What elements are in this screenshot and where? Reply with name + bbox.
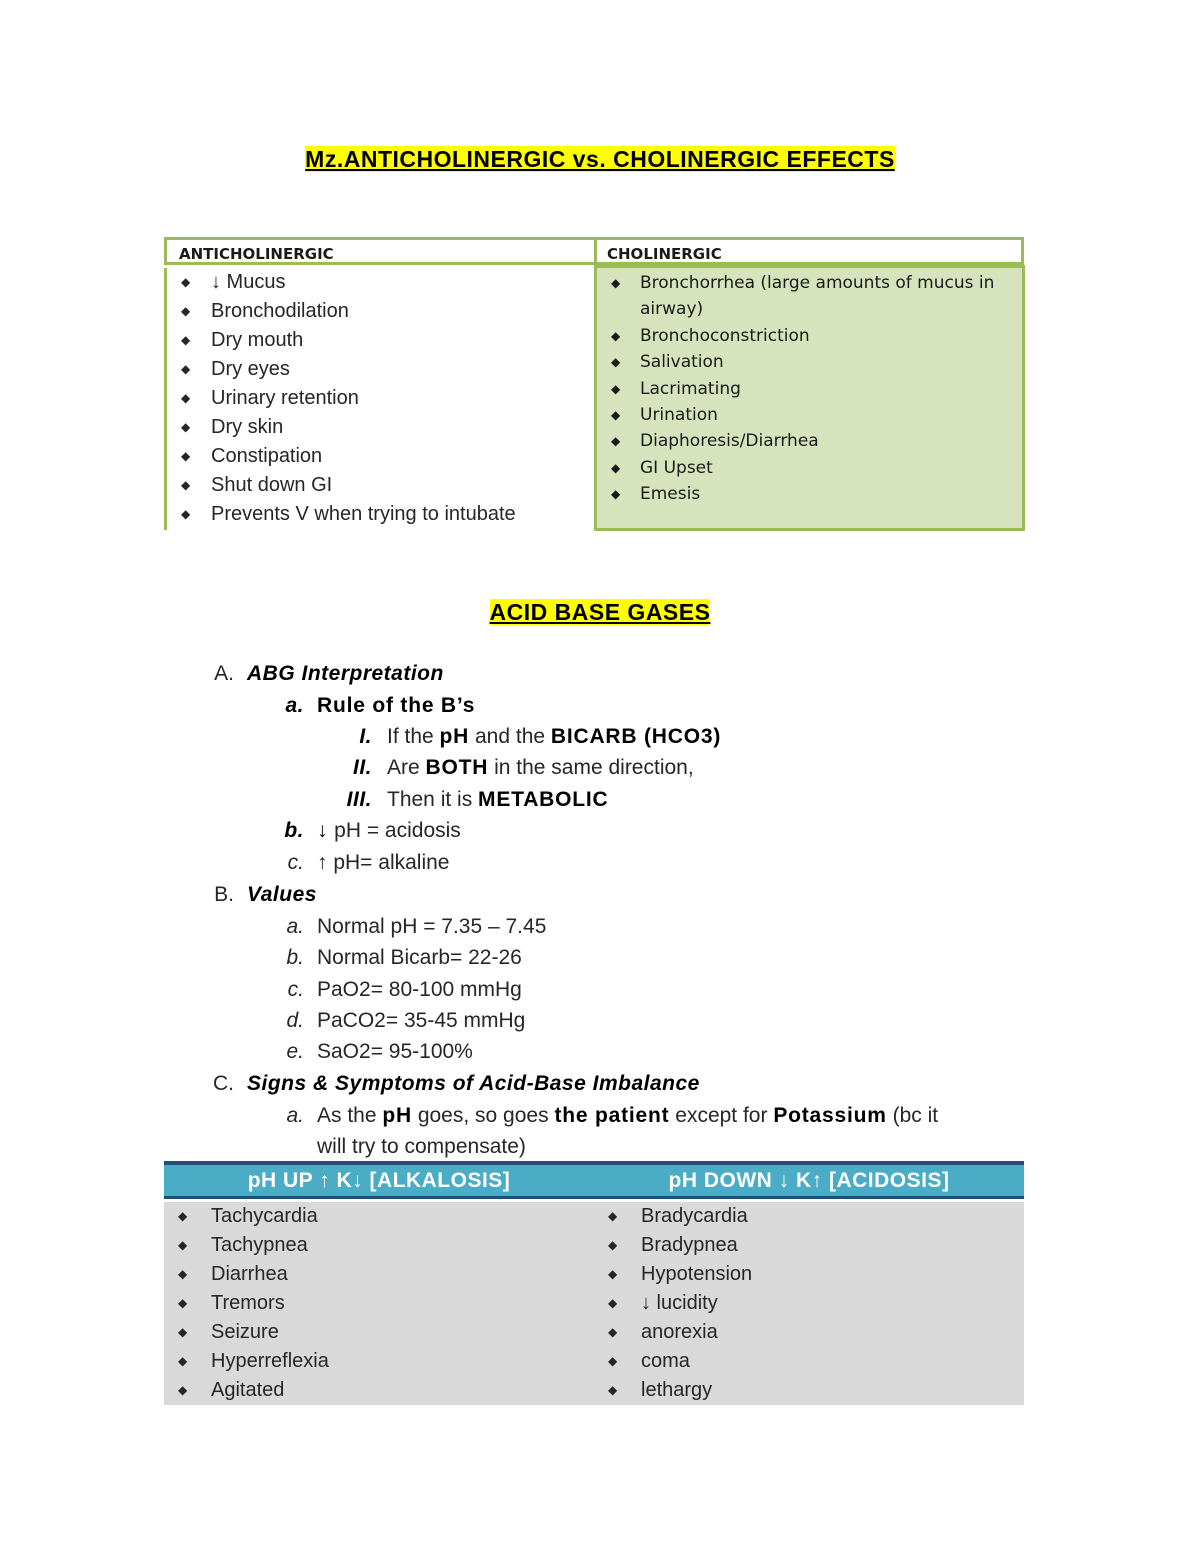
list-item: ◆ Urination <box>603 402 1015 428</box>
alkalosis-header: pH UP ↑ K↓ [ALKALOSIS] <box>247 1169 511 1192</box>
anticholinergic-header: ANTICHOLINERGIC <box>164 237 594 265</box>
imbalance-table-body <box>164 1202 1024 1405</box>
alkalosis-list <box>170 1202 329 1405</box>
outline-item-b-b: b. Normal Bicarb= 22-26 <box>286 946 522 969</box>
list-item: ◆ Bronchoconstriction <box>603 323 1015 349</box>
list-item: ◆ Constipation <box>173 442 516 471</box>
anticholinergic-list <box>173 268 516 529</box>
section-title: ACID BASE GASES <box>489 599 711 625</box>
list-item: ◆ Diaphoresis/Diarrhea <box>603 428 1015 454</box>
outline-item-b-a: a. Normal pH = 7.35 – 7.45 <box>286 915 547 938</box>
bullet-icon: ◆ <box>178 1296 188 1310</box>
outline-item-a-a-iii: III. Then it is METABOLIC <box>346 788 609 811</box>
list-item: ◆ Bradycardia <box>600 1202 752 1231</box>
bullet-icon: ◆ <box>181 391 191 405</box>
bullet-icon: ◆ <box>608 1238 618 1252</box>
bullet-icon: ◆ <box>611 460 621 475</box>
list-item: ◆ Salivation <box>603 349 1015 375</box>
bullet-icon: ◆ <box>181 507 191 521</box>
bullet-icon: ◆ <box>608 1325 618 1339</box>
bullet-icon: ◆ <box>608 1383 618 1397</box>
bullet-icon: ◆ <box>178 1267 188 1281</box>
bullet-icon: ◆ <box>611 276 621 290</box>
outline-item-b-d: d. PaCO2= 35-45 mmHg <box>286 1009 526 1032</box>
bullet-icon: ◆ <box>608 1267 618 1281</box>
list-item: ◆ Lacrimating <box>603 376 1015 402</box>
bullet-icon: ◆ <box>181 304 191 318</box>
outline-item-a-c: c. ↑ pH= alkaline <box>287 851 450 874</box>
list-item: ◆ lethargy <box>600 1376 752 1405</box>
list-item: ◆ Bronchorrhea (large amounts of mucus in airway) <box>603 270 1015 323</box>
bullet-icon: ◆ <box>178 1325 188 1339</box>
bullet-icon: ◆ <box>181 449 191 463</box>
list-item: ◆ Dry mouth <box>173 326 516 355</box>
down-arrow-icon: ↓ <box>317 819 329 842</box>
outline-item-b-c: c. PaO2= 80-100 mmHg <box>287 978 522 1001</box>
bullet-icon: ◆ <box>608 1209 618 1223</box>
list-item: ◆ Dry eyes <box>173 355 516 384</box>
list-item: ◆ Diarrhea <box>170 1260 329 1289</box>
outline-item-a: A. ABG Interpretation <box>214 662 444 685</box>
outline-item-b-e: e. SaO2= 95-100% <box>286 1040 473 1063</box>
bullet-icon: ◆ <box>611 355 621 370</box>
outline-item-c-a: a. As the pH goes, so goes the patient except for Potassium (bc it <box>286 1104 939 1127</box>
outline-item-b: B. Values <box>214 883 317 906</box>
list-item: ◆ Bronchodilation <box>173 297 516 326</box>
list-item: ◆ Tachypnea <box>170 1231 329 1260</box>
list-item: ◆ Emesis <box>603 481 1015 507</box>
list-item: ◆ Shut down GI <box>173 471 516 500</box>
list-item: ◆ Hypotension <box>600 1260 752 1289</box>
bullet-icon: ◆ <box>181 362 191 376</box>
list-item: ◆ GI Upset <box>603 455 1015 481</box>
outline-item-a-b: b. ↓ pH = acidosis <box>284 819 461 842</box>
bullet-icon: ◆ <box>178 1383 188 1397</box>
outline-item-a-a-ii: II. Are BOTH in the same direction, <box>352 756 694 779</box>
list-item: ◆ Tremors <box>170 1289 329 1318</box>
list-item: ◆ Agitated <box>170 1376 329 1405</box>
bullet-icon: ◆ <box>181 420 191 434</box>
bullet-icon: ◆ <box>611 408 621 423</box>
list-item: ◆ ↓ lucidity <box>600 1289 752 1318</box>
acidosis-list <box>600 1202 752 1405</box>
bullet-icon: ◆ <box>181 333 191 347</box>
acidosis-header: pH DOWN ↓ K↑ [ACIDOSIS] <box>668 1169 950 1192</box>
list-item: ◆ Bradypnea <box>600 1231 752 1260</box>
anticholinergic-cell <box>164 268 594 530</box>
bullet-icon: ◆ <box>178 1238 188 1252</box>
bullet-icon: ◆ <box>611 381 621 396</box>
outline-item-a-a-i: I. If the pH and the BICARB (HCO3) <box>359 725 722 748</box>
bullet-icon: ◆ <box>178 1209 188 1223</box>
bullet-icon: ◆ <box>181 478 191 492</box>
list-item: ◆ Tachycardia <box>170 1202 329 1231</box>
imbalance-table-header <box>164 1161 1024 1199</box>
bullet-icon: ◆ <box>608 1354 618 1368</box>
list-item: ◆ coma <box>600 1347 752 1376</box>
list-item: ◆ Hyperreflexia <box>170 1347 329 1376</box>
list-item: ◆ anorexia <box>600 1318 752 1347</box>
page-title: Mz.ANTICHOLINERGIC vs. CHOLINERGIC EFFECTS <box>305 146 895 172</box>
bullet-icon: ◆ <box>181 275 191 289</box>
cholinergic-cell <box>594 265 1025 531</box>
outline-item-c: C. Signs & Symptoms of Acid-Base Imbalance <box>213 1072 700 1095</box>
bullet-icon: ◆ <box>611 434 621 449</box>
list-item: ◆ Seizure <box>170 1318 329 1347</box>
bullet-icon: ◆ <box>608 1296 618 1310</box>
list-item: ◆ Prevents V when trying to intubate <box>173 500 516 529</box>
outline-item-a-a: a. Rule of the B’s <box>285 694 476 717</box>
list-item: ◆ Urinary retention <box>173 384 516 413</box>
cholinergic-header: CHOLINERGIC <box>594 237 1024 265</box>
bullet-icon: ◆ <box>611 487 621 502</box>
cholinergic-list <box>603 270 1015 508</box>
outline-item-c-a-continued: will try to compensate) <box>317 1135 526 1158</box>
list-item: ◆ ↓ Mucus <box>173 268 516 297</box>
list-item: ◆ Dry skin <box>173 413 516 442</box>
bullet-icon: ◆ <box>178 1354 188 1368</box>
bullet-icon: ◆ <box>611 328 621 343</box>
